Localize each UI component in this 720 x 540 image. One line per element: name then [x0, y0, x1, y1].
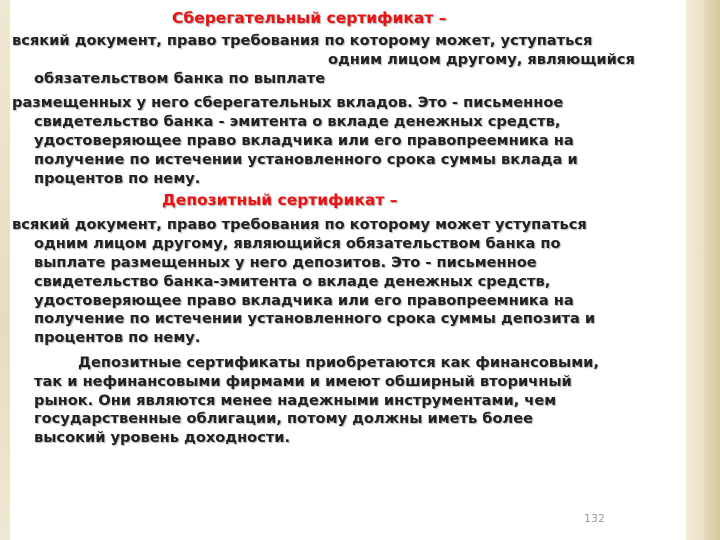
savings-body-paragraph	[12, 94, 688, 188]
savings-body-line-4: получение по истечении установленного срока суммы вклада и	[34, 150, 578, 168]
savings-certificate-title: Сберегательный сертификат –	[172, 9, 447, 27]
deposit-line-2: одним лицом другому, являющийся обязательством банка по	[34, 235, 561, 253]
savings-def-line-2: одним лицом другому, являющийся	[328, 50, 635, 68]
savings-body-line-2: свидетельство банка - эмитента о вкладе денежных средств,	[34, 113, 561, 131]
savings-body-line-5: процентов по нему.	[34, 169, 201, 187]
savings-body-line-3: удостоверяющее право вкладчика или его правопреемника на	[34, 131, 574, 149]
market-line-1: Депозитные сертификаты приобретаются как финансовыми,	[78, 353, 599, 371]
deposit-line-4: свидетельство банка-эмитента о вкладе денежных средств,	[34, 272, 551, 290]
savings-def-line-1: всякий документ, право требования по которому может, уступаться	[12, 32, 593, 49]
deposit-line-1: всякий документ, право требования по которому может уступаться	[12, 216, 587, 234]
savings-body-line-1: размещенных у него сберегательных вкладов. Это - письменное	[12, 94, 564, 112]
deposit-line-3: выплате размещенных у него депозитов. Это - письменное	[34, 253, 537, 271]
market-line-5: высокий уровень доходности.	[34, 429, 291, 447]
page-number: 132	[584, 512, 605, 525]
savings-definition-paragraph	[12, 32, 688, 88]
savings-def-line-3: обязательством банка по выплате	[34, 69, 326, 87]
market-paragraph	[12, 354, 688, 448]
market-line-2: так и нефинансовыми фирмами и имеют обширный вторичный	[34, 372, 572, 390]
left-decorative-strip	[0, 0, 10, 540]
right-decorative-strip-inner	[704, 0, 720, 540]
market-line-4: государственные облигации, потому должны иметь более	[34, 410, 533, 428]
market-line-3: рынок. Они являются менее надежными инструментами, чем	[34, 391, 557, 409]
deposit-certificate-title: Депозитный сертификат –	[162, 191, 398, 210]
deposit-line-6: получение по истечении установленного срока суммы депозита и	[34, 310, 596, 328]
slide-content	[12, 8, 688, 448]
right-decorative-strip	[686, 0, 720, 540]
deposit-line-5: удостоверяющее право вкладчика или его правопреемника на	[34, 291, 574, 309]
deposit-definition-paragraph	[12, 216, 688, 348]
deposit-line-7: процентов по нему.	[34, 329, 201, 347]
